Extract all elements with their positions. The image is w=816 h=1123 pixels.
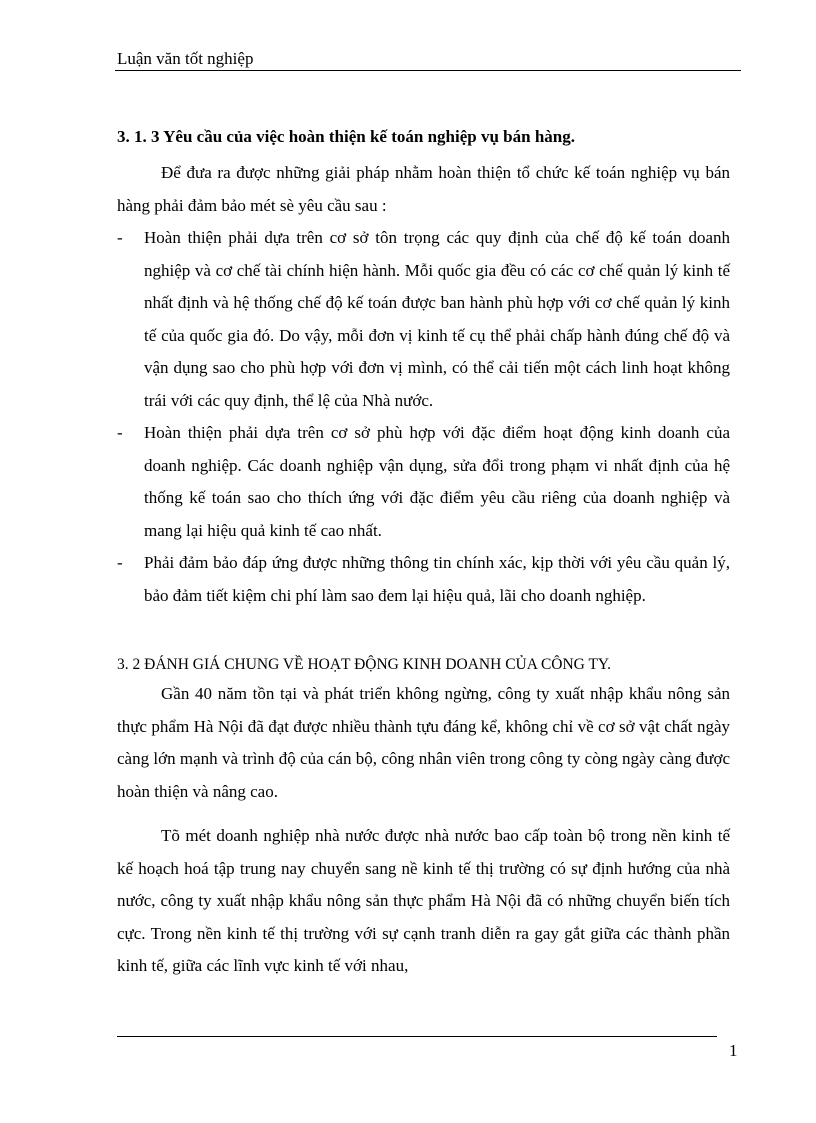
section-3-2-heading: 3. 2 ĐÁNH GIÁ CHUNG VỀ HOẠT ĐỘNG KINH DOANH CỦA CÔNG TY. (117, 656, 611, 673)
list-item-text: Hoàn thiện phải dựa trên cơ sở phù hợp với đặc điểm hoạt động kinh doanh của doanh nghiệp. Các doanh nghiệp vận dụng, sửa đổi trong phạm vi nhất định của hệ thống kế toán sao cho thích ứng với đặc điểm yêu cầu riêng của doanh nghiệp và mang lại hiệu quả kinh tế cao nhất. (144, 423, 730, 540)
section-3-1-3-intro: Để đưa ra được những giải pháp nhằm hoàn thiện tổ chức kế toán nghiệp vụ bán hàng phải đảm bảo mét sè yêu cầu sau : (117, 163, 730, 215)
list-item-text: Hoàn thiện phải dựa trên cơ sở tôn trọng các quy định của chế độ kế toán doanh nghiệp và cơ chế tài chính hiện hành. Mỗi quốc gia đều có các cơ chế quản lý kinh tế nhất định và hệ thống chế độ kế toán được ban hành phù hợp với cơ chế quản lý kinh tế của quốc gia đó. Do vậy, mỗi đơn vị kinh tế cụ thể phải chấp hành đúng chế độ và vận dụng sao cho phù hợp với đơn vị mình, có thể cải tiến một cách linh hoạt không trái với các quy định, thể lệ của Nhà nước. (144, 228, 730, 410)
section-3-1-3-heading: 3. 1. 3 Yêu cầu của việc hoàn thiện kế toán nghiệp vụ bán hàng. (117, 127, 575, 146)
list-item (117, 417, 730, 547)
page-number: 1 (729, 1041, 738, 1060)
section-3-2-paragraph-1: Gần 40 năm tồn tại và phát triển không ngừng, công ty xuất nhập khẩu nông sản thực phẩm Hà Nội đã đạt được nhiều thành tựu đáng kể, không chỉ về cơ sở vật chất ngày càng lớn mạnh và trình độ của cán bộ, công nhân viên trong công ty còng ngày càng được hoàn thiện và nâng cao. (117, 684, 730, 801)
bullet-marker: - (117, 553, 123, 572)
requirements-list (117, 222, 730, 612)
header-divider (115, 70, 741, 71)
bullet-marker: - (117, 228, 123, 247)
list-item-text: Phải đảm bảo đáp ứng được những thông tin chính xác, kịp thời với yêu cầu quản lý, bảo đảm tiết kiệm chi phí làm sao đem lại hiệu quả, lãi cho doanh nghiệp. (144, 553, 730, 605)
footer-divider (117, 1036, 717, 1037)
bullet-marker: - (117, 423, 123, 442)
page-body (117, 122, 730, 983)
section-3-2-paragraph-2: Tõ mét doanh nghiệp nhà nước được nhà nước bao cấp toàn bộ trong nền kinh tế kế hoạch hoá tập trung nay chuyển sang nề kinh tế thị trường có sự định hướng của nhà nước, công ty xuất nhập khẩu nông sản thực phẩm Hà Nội đã có những chuyển biến tích cực. Trong nền kinh tế thị trường với sự cạnh tranh diễn ra gay gắt giữa các thành phần kinh tế, giữa các lĩnh vực kinh tế với nhau, (117, 826, 730, 975)
list-item (117, 547, 730, 612)
list-item (117, 222, 730, 417)
running-header: Luận văn tốt nghiệp (117, 49, 254, 68)
